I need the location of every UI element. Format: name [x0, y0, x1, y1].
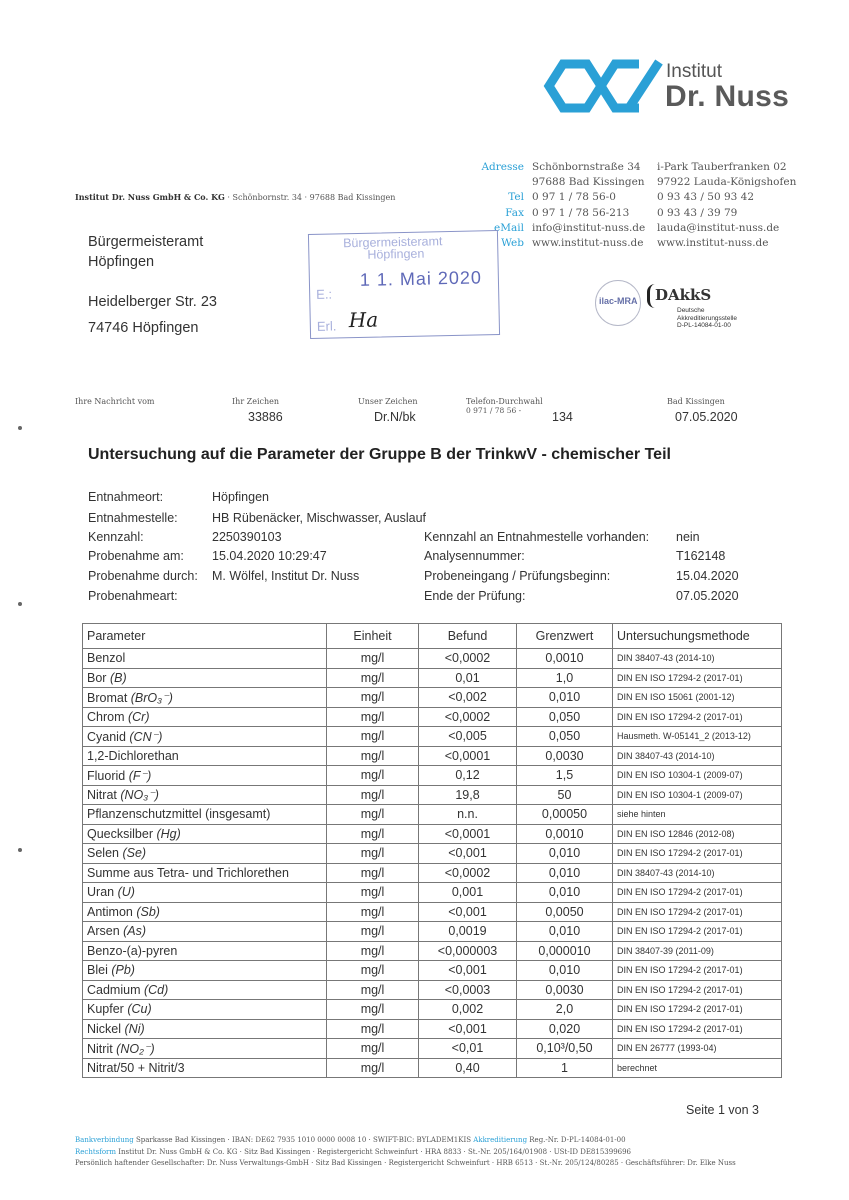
footer-line-legal: [75, 1147, 736, 1159]
cell-methode: DIN 38407-39 (2011-09): [613, 941, 782, 961]
email-link[interactable]: info@institut-nuss.de: [532, 221, 646, 234]
cell-einheit: mg/l: [327, 727, 419, 747]
cell-grenzwert: 0,050: [517, 727, 613, 747]
punch-hole-mark: [18, 848, 22, 852]
stamp-date: 1 1. Mai 2020: [359, 267, 483, 290]
ref-date: 07.05.2020: [675, 410, 738, 424]
cell-befund: 0,12: [419, 766, 517, 786]
parameter-name: Bromat: [87, 690, 131, 705]
table-row: [83, 688, 782, 708]
cell-grenzwert: 0,0050: [517, 902, 613, 922]
ref-ihr-zeichen: 33886: [248, 410, 283, 424]
info-label: Analysennummer:: [424, 549, 525, 563]
parameter-symbol: (As): [123, 924, 147, 939]
cell-befund: <0,002: [419, 688, 517, 708]
contact-value: 0 93 43 / 50 93 42: [657, 191, 755, 204]
ref-telefon-ext: 134: [552, 410, 573, 424]
cell-befund: <0,0003: [419, 980, 517, 1000]
table-row: [83, 649, 782, 669]
cell-parameter: [83, 707, 327, 727]
cell-einheit: mg/l: [327, 922, 419, 942]
web-link[interactable]: www.institut-nuss.de: [532, 236, 644, 249]
info-label: Probeneingang / Prüfungsbeginn:: [424, 569, 611, 583]
cell-methode: DIN EN ISO 17294-2 (2017-01): [613, 1019, 782, 1039]
parameter-name: Nitrit: [87, 1041, 117, 1056]
parameter-symbol: (Cr): [127, 709, 150, 724]
hexagon-logo-icon: [543, 58, 663, 114]
cell-befund: 0,40: [419, 1058, 517, 1078]
cell-befund: 0,0019: [419, 922, 517, 942]
table-row: [83, 844, 782, 864]
cell-einheit: mg/l: [327, 1000, 419, 1020]
info-kennzahl-vorhanden: nein: [676, 530, 700, 544]
contact-label: [470, 175, 532, 190]
cell-methode: DIN EN 26777 (1993-04): [613, 1039, 782, 1059]
contact-label: Fax: [505, 206, 524, 219]
info-label: Entnahmeort:: [88, 490, 164, 504]
info-label: Probenahme am:: [88, 549, 184, 563]
cell-befund: <0,0002: [419, 649, 517, 669]
recipient-address: [88, 232, 217, 338]
info-analysennummer: T162148: [676, 549, 726, 563]
cell-methode: DIN 38407-43 (2014-10): [613, 649, 782, 669]
punch-hole-mark: [18, 602, 22, 606]
cell-methode: DIN EN ISO 17294-2 (2017-01): [613, 883, 782, 903]
cell-einheit: mg/l: [327, 844, 419, 864]
cell-grenzwert: 0,010: [517, 863, 613, 883]
table-row: [83, 727, 782, 747]
cell-einheit: mg/l: [327, 805, 419, 825]
parameter-symbol: (NO₃⁻): [120, 788, 159, 803]
parameter-name: 1,2-Dichlorethan: [87, 748, 179, 763]
parameter-symbol: (Cu): [127, 1002, 152, 1017]
cell-einheit: mg/l: [327, 649, 419, 669]
table-row: [83, 1039, 782, 1059]
contact-value: 97688 Bad Kissingen: [532, 176, 645, 189]
ilac-mra-logo-icon: [595, 280, 641, 326]
table-row: [83, 941, 782, 961]
parameter-name: Arsen: [87, 924, 124, 939]
report-title: Untersuchung auf die Parameter der Gruppe B der TrinkwV - chemischer Teil: [88, 446, 671, 463]
cell-grenzwert: 0,010: [517, 844, 613, 864]
cell-methode: DIN EN ISO 10304-1 (2009-07): [613, 766, 782, 786]
table-row: [83, 746, 782, 766]
parameter-name: Antimon: [87, 904, 137, 919]
info-label: Ende der Prüfung:: [424, 589, 526, 603]
parameter-symbol: (BrO₃⁻): [130, 690, 173, 705]
cell-parameter: [83, 1058, 327, 1078]
cell-methode: Hausmeth. W-05141_2 (2013-12): [613, 727, 782, 747]
cell-parameter: [83, 1039, 327, 1059]
cell-einheit: mg/l: [327, 746, 419, 766]
cell-befund: n.n.: [419, 805, 517, 825]
logo-text-name: Dr. Nuss: [665, 80, 790, 113]
cell-methode: DIN EN ISO 10304-1 (2009-07): [613, 785, 782, 805]
cell-einheit: mg/l: [327, 668, 419, 688]
cell-einheit: mg/l: [327, 785, 419, 805]
ref-label-ihre-nachricht: Ihre Nachricht vom: [75, 397, 155, 406]
cell-parameter: [83, 941, 327, 961]
results-table: [82, 623, 782, 1078]
dakks-subtitle: [677, 307, 737, 330]
cell-parameter: [83, 902, 327, 922]
cell-einheit: mg/l: [327, 980, 419, 1000]
cell-grenzwert: 0,000010: [517, 941, 613, 961]
cell-parameter: [83, 980, 327, 1000]
cell-grenzwert: 1,5: [517, 766, 613, 786]
cell-einheit: mg/l: [327, 824, 419, 844]
parameter-symbol: (Se): [122, 846, 147, 861]
parameter-symbol: (U): [117, 885, 135, 900]
cell-einheit: mg/l: [327, 1019, 419, 1039]
column-header-parameter: Parameter: [83, 624, 327, 649]
recipient-city: 74746 Höpfingen: [88, 320, 199, 336]
info-label: Entnahmestelle:: [88, 511, 178, 525]
table-row: [83, 766, 782, 786]
info-entnahmestelle: HB Rübenäcker, Mischwasser, Auslauf: [212, 511, 426, 525]
parameter-name: Uran: [87, 885, 118, 900]
ref-label-telefon: Telefon-Durchwahl: [466, 397, 543, 406]
stamp-town: Höpfingen: [367, 246, 425, 262]
parameter-symbol: (Sb): [136, 904, 160, 919]
cell-befund: <0,000003: [419, 941, 517, 961]
parameter-name: Selen: [87, 846, 123, 861]
cell-befund: <0,001: [419, 1019, 517, 1039]
cell-grenzwert: 0,10³/0,50: [517, 1039, 613, 1059]
table-row: [83, 805, 782, 825]
contact-label: Adresse: [481, 161, 524, 173]
dakks-logo: DAkkS: [655, 286, 712, 304]
table-body: [83, 649, 782, 1078]
accreditation-logos: [595, 280, 795, 330]
contact-label: Web: [501, 236, 524, 249]
contact-row-email: [470, 221, 807, 236]
footer-line-bank: [75, 1135, 736, 1147]
parameter-symbol: (NO₂⁻): [116, 1041, 155, 1056]
ilac-text: ilac-MRA: [599, 296, 638, 306]
footer-text: Sparkasse Bad Kissingen · IBAN: DE62 7935 1010 0000 0008 10 · SWIFT-BIC: BYLADEM1KIS: [133, 1136, 474, 1144]
cell-parameter: [83, 746, 327, 766]
info-label: Probenahme durch:: [88, 569, 198, 583]
parameter-symbol: (B): [109, 670, 127, 685]
punch-hole-mark: [18, 426, 22, 430]
column-header-grenzwert: Grenzwert: [517, 624, 613, 649]
column-header-befund: Befund: [419, 624, 517, 649]
info-probenahme-am: 15.04.2020 10:29:47: [212, 549, 327, 563]
parameter-name: Nitrat: [87, 788, 121, 803]
column-header-methode: Untersuchungsmethode: [613, 624, 782, 649]
table-header-row: [83, 624, 782, 649]
ref-telefon-prefix: 0 971 / 78 56 -: [466, 406, 522, 415]
cell-methode: DIN EN ISO 17294-2 (2017-01): [613, 707, 782, 727]
cell-parameter: [83, 688, 327, 708]
company-logo: [543, 58, 803, 118]
table-row: [83, 902, 782, 922]
dakks-sub-line: Deutsche: [677, 307, 705, 314]
info-kennzahl: 2250390103: [212, 530, 282, 544]
cell-grenzwert: 0,0030: [517, 746, 613, 766]
cell-grenzwert: 0,010: [517, 922, 613, 942]
cell-einheit: mg/l: [327, 941, 419, 961]
cell-parameter: [83, 824, 327, 844]
email-link[interactable]: lauda@institut-nuss.de: [657, 221, 780, 234]
table-row: [83, 824, 782, 844]
contact-label: eMail: [494, 221, 524, 234]
contact-value: 0 97 1 / 78 56-213: [532, 206, 630, 219]
cell-befund: <0,001: [419, 902, 517, 922]
cell-befund: <0,001: [419, 844, 517, 864]
contact-value: 0 93 43 / 39 79: [657, 206, 738, 219]
contact-row-fax: [470, 206, 807, 221]
cell-methode: DIN EN ISO 17294-2 (2017-01): [613, 844, 782, 864]
parameter-name: Cadmium: [87, 982, 144, 997]
stamp-office: Bürgermeisteramt: [342, 234, 443, 251]
footer-text: Institut Dr. Nuss GmbH & Co. KG · Sitz Bad Kissingen · Registergericht Schweinfurt · HRA 8833 · St.-Nr. 205/164/01908 · USt-ID DE815399696: [116, 1147, 632, 1156]
ref-label-ort: Bad Kissingen: [667, 397, 725, 406]
parameter-name: Quecksilber: [87, 826, 157, 841]
cell-befund: <0,0002: [419, 863, 517, 883]
cell-befund: <0,001: [419, 961, 517, 981]
info-entnahmeort: Höpfingen: [212, 490, 269, 504]
info-label: Kennzahl:: [88, 530, 144, 544]
cell-grenzwert: 0,050: [517, 707, 613, 727]
recipient-name-line2: Höpfingen: [88, 254, 155, 270]
cell-grenzwert: 0,010: [517, 688, 613, 708]
logo-text-institut: Institut: [666, 61, 722, 82]
stamp-erl-label: Erl.: [316, 318, 337, 334]
sender-line: [75, 192, 395, 202]
cell-methode: DIN 38407-43 (2014-10): [613, 746, 782, 766]
cell-befund: 19,8: [419, 785, 517, 805]
cell-methode: DIN EN ISO 17294-2 (2017-01): [613, 902, 782, 922]
received-stamp: [308, 230, 500, 339]
footer-heading: Akkreditierung: [473, 1136, 528, 1144]
cell-grenzwert: 0,020: [517, 1019, 613, 1039]
cell-grenzwert: 0,0010: [517, 824, 613, 844]
cell-parameter: [83, 668, 327, 688]
table-row: [83, 785, 782, 805]
cell-grenzwert: 0,0010: [517, 649, 613, 669]
table-row: [83, 707, 782, 727]
parameter-name: Benzol: [87, 651, 126, 666]
parameter-symbol: (Ni): [124, 1021, 145, 1036]
cell-parameter: [83, 844, 327, 864]
cell-parameter: [83, 1000, 327, 1020]
cell-einheit: mg/l: [327, 863, 419, 883]
parameter-symbol: (Cd): [143, 982, 169, 997]
recipient-street: Heidelberger Str. 23: [88, 294, 217, 310]
cell-befund: 0,01: [419, 668, 517, 688]
parameter-name: Pflanzenschutzmittel (insgesamt): [87, 807, 271, 822]
ref-label-ihr-zeichen: Ihr Zeichen: [232, 397, 280, 406]
cell-parameter: [83, 883, 327, 903]
table-row: [83, 883, 782, 903]
contact-value: 97922 Lauda-Königshofen: [657, 176, 797, 189]
dakks-sub-line: Akkreditierungsstelle: [677, 314, 737, 322]
cell-methode: siehe hinten: [613, 805, 782, 825]
info-ende: 07.05.2020: [676, 589, 739, 603]
footer-text: Persönlich haftender Gesellschafter: Dr. Nuss Verwaltungs-GmbH · Sitz Bad Kissingen · Registergericht Schweinfurt · HRB 6513 · St.-Nr. 205/124/80285 · Geschäftsführer: Dr. Elke Nuss: [75, 1159, 736, 1167]
cell-parameter: [83, 922, 327, 942]
footer: [75, 1135, 736, 1170]
table-row: [83, 1058, 782, 1078]
cell-einheit: mg/l: [327, 1058, 419, 1078]
table-row: [83, 1019, 782, 1039]
cell-befund: <0,0001: [419, 824, 517, 844]
cell-parameter: [83, 766, 327, 786]
footer-line-partner: [75, 1158, 736, 1170]
cell-grenzwert: 0,0030: [517, 980, 613, 1000]
contact-row-tel: [470, 190, 807, 205]
contact-value: 0 97 1 / 78 56-0: [532, 191, 616, 204]
cell-einheit: mg/l: [327, 902, 419, 922]
cell-methode: DIN EN ISO 17294-2 (2017-01): [613, 668, 782, 688]
cell-methode: DIN EN ISO 17294-2 (2017-01): [613, 1000, 782, 1020]
cell-grenzwert: 1: [517, 1058, 613, 1078]
cell-parameter: [83, 649, 327, 669]
contact-label: Tel: [508, 191, 524, 204]
table-row: [83, 863, 782, 883]
parameter-name: Nickel: [87, 1021, 125, 1036]
cell-einheit: mg/l: [327, 707, 419, 727]
contact-row-web: [470, 236, 807, 251]
cell-einheit: mg/l: [327, 961, 419, 981]
cell-methode: DIN 38407-43 (2014-10): [613, 863, 782, 883]
footer-heading: Rechtsform: [75, 1147, 117, 1156]
parameter-name: Nitrat/50 + Nitrit/3: [87, 1060, 185, 1075]
cell-befund: <0,005: [419, 727, 517, 747]
cell-befund: <0,0001: [419, 746, 517, 766]
parameter-name: Summe aus Tetra- und Trichlorethen: [87, 865, 289, 880]
cell-einheit: mg/l: [327, 688, 419, 708]
contact-row-address: [470, 160, 807, 175]
info-probeneingang: 15.04.2020: [676, 569, 739, 583]
recipient-name: Bürgermeisteramt: [88, 234, 204, 250]
ref-unser-zeichen: Dr.N/bk: [374, 410, 416, 424]
parameter-symbol: (Pb): [111, 963, 135, 978]
cell-grenzwert: 50: [517, 785, 613, 805]
table-row: [83, 1000, 782, 1020]
info-probenahme-durch: M. Wölfel, Institut Dr. Nuss: [212, 569, 360, 583]
cell-grenzwert: 0,010: [517, 961, 613, 981]
sender-address: · Schönbornstr. 34 · 97688 Bad Kissingen: [224, 193, 396, 202]
info-label: Kennzahl an Entnahmestelle vorhanden:: [424, 530, 650, 544]
cell-befund: 0,001: [419, 883, 517, 903]
table-row: [83, 980, 782, 1000]
info-label: Probenahmeart:: [88, 589, 178, 603]
parameter-symbol: (CN⁻): [129, 729, 163, 744]
cell-methode: DIN EN ISO 15061 (2001-12): [613, 688, 782, 708]
cell-grenzwert: 2,0: [517, 1000, 613, 1020]
cell-methode: DIN EN ISO 17294-2 (2017-01): [613, 980, 782, 1000]
column-header-einheit: Einheit: [327, 624, 419, 649]
cell-parameter: [83, 1019, 327, 1039]
contact-row-city: [470, 175, 807, 190]
dakks-arc-icon: [647, 284, 655, 308]
cell-parameter: [83, 863, 327, 883]
footer-text: Reg.-Nr. D-PL-14084-01-00: [527, 1136, 626, 1144]
parameter-name: Kupfer: [87, 1002, 128, 1017]
table-row: [83, 668, 782, 688]
cell-befund: <0,01: [419, 1039, 517, 1059]
cell-grenzwert: 0,00050: [517, 805, 613, 825]
dakks-reg-number: D-PL-14084-01-00: [677, 322, 731, 329]
cell-befund: <0,0002: [419, 707, 517, 727]
cell-einheit: mg/l: [327, 883, 419, 903]
cell-methode: DIN EN ISO 12846 (2012-08): [613, 824, 782, 844]
parameter-name: Benzo-(a)-pyren: [87, 943, 178, 958]
parameter-name: Blei: [87, 963, 112, 978]
cell-methode: berechnet: [613, 1058, 782, 1078]
parameter-name: Cyanid: [87, 729, 130, 744]
cell-methode: DIN EN ISO 17294-2 (2017-01): [613, 922, 782, 942]
cell-methode: DIN EN ISO 17294-2 (2017-01): [613, 961, 782, 981]
cell-einheit: mg/l: [327, 766, 419, 786]
parameter-name: Bor: [87, 670, 110, 685]
table-row: [83, 922, 782, 942]
sender-company: Institut Dr. Nuss GmbH & Co. KG: [75, 192, 225, 202]
cell-grenzwert: 0,010: [517, 883, 613, 903]
cell-parameter: [83, 727, 327, 747]
parameter-name: Chrom: [87, 709, 128, 724]
handwritten-signature: Ha: [348, 307, 379, 333]
parameter-name: Fluorid: [87, 768, 129, 783]
parameter-symbol: (F⁻): [128, 768, 152, 783]
parameter-symbol: (Hg): [156, 826, 181, 841]
contact-block: [470, 160, 807, 251]
cell-parameter: [83, 805, 327, 825]
cell-grenzwert: 1,0: [517, 668, 613, 688]
cell-einheit: mg/l: [327, 1039, 419, 1059]
cell-parameter: [83, 785, 327, 805]
web-link[interactable]: www.institut-nuss.de: [657, 236, 769, 249]
contact-value: i-Park Tauberfranken 02: [657, 161, 787, 173]
ref-label-unser-zeichen: Unser Zeichen: [358, 397, 418, 406]
footer-heading: Bankverbindung: [75, 1136, 134, 1144]
contact-value: Schönbornstraße 34: [532, 161, 641, 173]
table-row: [83, 961, 782, 981]
cell-parameter: [83, 961, 327, 981]
stamp-e-label: E.:: [316, 286, 333, 302]
page-number: Seite 1 von 3: [686, 1103, 759, 1117]
cell-befund: 0,002: [419, 1000, 517, 1020]
